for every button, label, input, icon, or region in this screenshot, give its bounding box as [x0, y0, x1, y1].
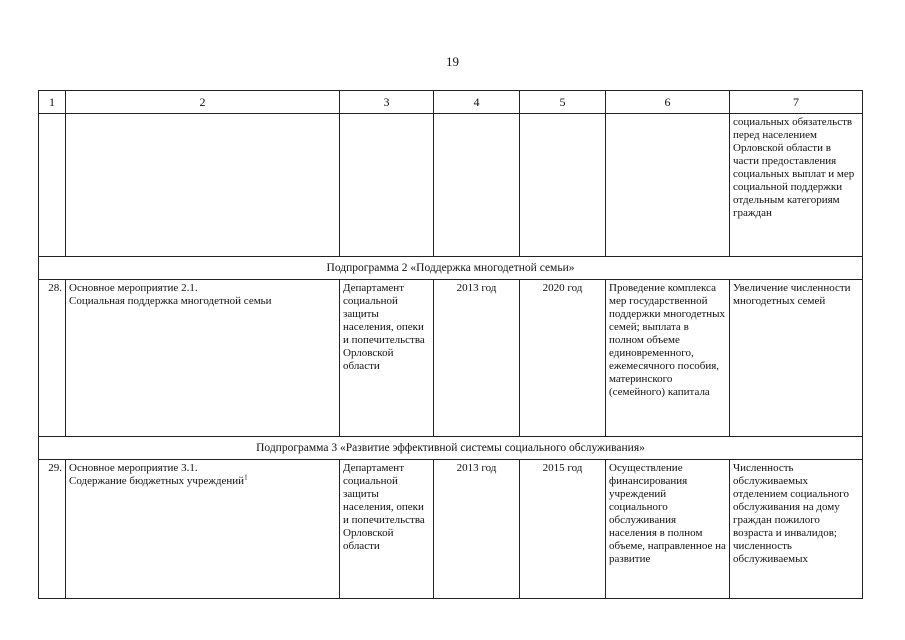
executor-cell: Департамент социальной защиты населения, опеки и попечительства Орловской области: [340, 460, 434, 599]
activity-title: Основное мероприятие 2.1.: [69, 282, 198, 294]
content-cell: Осуществление финансирования учреждений социального обслуживания населения в полном объеме, направленное на развитие: [606, 460, 730, 599]
content-cell: Проведение комплекса мер государственной поддержки многодетных семей; выплата в полном объеме единовременного, ежемесячного пособия, материнского (семейного) капитала: [606, 280, 730, 437]
result-cell: Увеличение численности многодетных семей: [730, 280, 863, 437]
header-row: [39, 91, 863, 114]
end-year-cell: 2015 год: [520, 460, 606, 599]
subprogram-row: [39, 437, 863, 460]
result-cell: социальных обязательств перед населением Орловской области в части предоставления социальных выплат и мер социальной поддержки отдельным категориям граждан: [730, 114, 863, 257]
header-cell: 5: [520, 91, 606, 114]
subprogram-row: [39, 257, 863, 280]
table-row: [39, 280, 863, 437]
empty-cell: [66, 114, 340, 257]
header-cell: 4: [434, 91, 520, 114]
activity-subtitle: Социальная поддержка многодетной семьи: [69, 295, 272, 307]
empty-cell: [340, 114, 434, 257]
header-cell: 3: [340, 91, 434, 114]
start-year-cell: 2013 год: [434, 460, 520, 599]
row-number: 29.: [39, 460, 66, 599]
activity-title: Основное мероприятие 3.1.: [69, 462, 198, 474]
empty-cell: [39, 114, 66, 257]
executor-cell: Департамент социальной защиты населения, опеки и попечительства Орловской области: [340, 280, 434, 437]
continuation-row: [39, 114, 863, 257]
row-number: 28.: [39, 280, 66, 437]
start-year-cell: 2013 год: [434, 280, 520, 437]
header-cell: 6: [606, 91, 730, 114]
page-number: 19: [446, 54, 459, 69]
header-cell: 1: [39, 91, 66, 114]
empty-cell: [606, 114, 730, 257]
header-cell: 2: [66, 91, 340, 114]
program-table: [38, 90, 863, 599]
result-cell: Численность обслуживаемых отделением социального обслуживания на дому граждан пожилого возраста и инвалидов; численность обслуживаемых: [730, 460, 863, 599]
activity-cell: [66, 280, 340, 437]
empty-cell: [434, 114, 520, 257]
activity-subtitle: Содержание бюджетных учреждений: [69, 475, 245, 487]
footnote-mark: 1: [244, 473, 248, 482]
activity-subtitle-wrap: [69, 475, 336, 488]
subprogram-title: Подпрограмма 3 «Развитие эффективной системы социального обслуживания»: [39, 437, 863, 460]
activity-cell: [66, 460, 340, 599]
empty-cell: [520, 114, 606, 257]
end-year-cell: 2020 год: [520, 280, 606, 437]
table-row: [39, 460, 863, 599]
subprogram-title: Подпрограмма 2 «Поддержка многодетной семьи»: [39, 257, 863, 280]
header-cell: 7: [730, 91, 863, 114]
